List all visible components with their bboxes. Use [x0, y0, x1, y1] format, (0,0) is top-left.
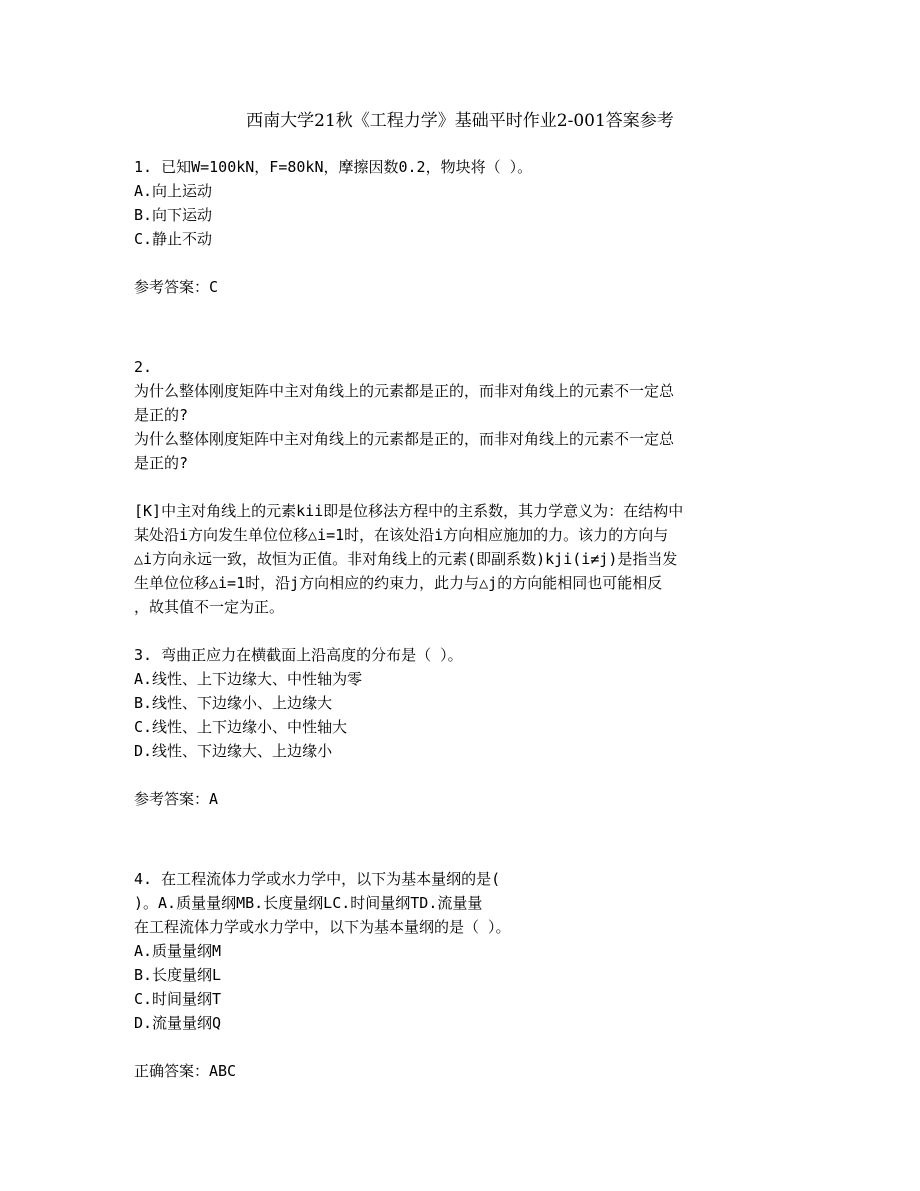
question-2-text-line: 是正的?	[134, 406, 189, 424]
question-4-option-a: A.质量量纲M	[134, 942, 222, 960]
document-title: 西南大学21秋《工程力学》基础平时作业2-001答案参考	[246, 111, 674, 131]
question-3-stem: 3. 弯曲正应力在横截面上沿高度的分布是（ ）。	[134, 646, 463, 664]
question-2-answer-line: [K]中主对角线上的元素kii即是位移法方程中的主系数，其力学意义为：在结构中	[134, 502, 684, 520]
question-4-stem-line: )。A.质量量纲MB.长度量纲LC.时间量纲TD.流量量	[134, 894, 483, 912]
question-1-option-b: B.向下运动	[134, 206, 213, 224]
question-1-option-a: A.向上运动	[134, 182, 213, 200]
question-3-option-a: A.线性、上下边缘大、中性轴为零	[134, 670, 363, 688]
question-2-answer-line: 生单位位移△i=1时，沿j方向相应的约束力，此力与△j的方向能相同也可能相反	[134, 574, 663, 592]
question-4-answer: 正确答案：ABC	[134, 1062, 237, 1080]
question-4-option-b: B.长度量纲L	[134, 966, 222, 984]
question-2-answer-line: 某处沿i方向发生单位位移△i=1时，在该处沿i方向相应施加的力。该力的方向与	[134, 526, 669, 544]
question-2-number: 2.	[134, 358, 153, 376]
question-2-answer-line: △i方向永远一致，故恒为正值。非对角线上的元素(即副系数)kji(i≠j)是指当发	[134, 550, 678, 568]
question-4-option-c: C.时间量纲T	[134, 990, 222, 1008]
question-4-option-d: D.流量量纲Q	[134, 1014, 222, 1032]
question-1-stem: 1. 已知W=100kN，F=80kN，摩擦因数0.2，物块将（ ）。	[134, 158, 533, 176]
question-2	[134, 355, 794, 619]
question-4-stem-line: 4. 在工程流体力学或水力学中，以下为基本量纲的是(	[134, 870, 501, 888]
question-2-text-line: 为什么整体刚度矩阵中主对角线上的元素都是正的，而非对角线上的元素不一定总	[134, 382, 675, 400]
question-2-answer-line: ，故其值不一定为正。	[134, 598, 285, 616]
question-2-text-line: 是正的?	[134, 454, 189, 472]
question-1	[134, 155, 794, 299]
question-4-stem-line: 在工程流体力学或水力学中，以下为基本量纲的是（ ）。	[134, 918, 511, 936]
question-3-option-b: B.线性、下边缘小、上边缘大	[134, 694, 333, 712]
question-3	[134, 643, 794, 811]
question-1-answer: 参考答案：C	[134, 278, 219, 296]
question-1-option-c: C.静止不动	[134, 230, 213, 248]
question-3-option-c: C.线性、上下边缘小、中性轴大	[134, 718, 348, 736]
question-3-answer: 参考答案：A	[134, 790, 219, 808]
question-4	[134, 867, 794, 1083]
document-body	[134, 155, 794, 1083]
question-3-option-d: D.线性、下边缘大、上边缘小	[134, 742, 333, 760]
question-2-text-line: 为什么整体刚度矩阵中主对角线上的元素都是正的，而非对角线上的元素不一定总	[134, 430, 675, 448]
